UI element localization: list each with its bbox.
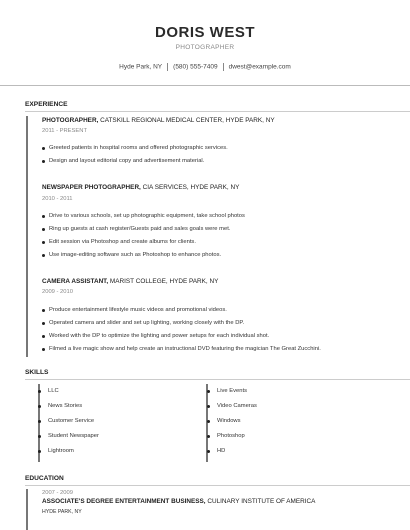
list-item: Operated camera and slider and set up lighting, working closely with the DP. (42, 317, 321, 330)
job-dates: 2009 - 2010 (42, 289, 73, 295)
list-item: Worked with the DP to optimize the lighting and power setups for each individual shot. (42, 330, 321, 343)
list-item: Use image-editing software such as Photoshop to enhance photos. (42, 249, 245, 262)
list-item: Live Events (207, 384, 257, 399)
candidate-title: PHOTOGRAPHER (175, 44, 235, 51)
skills-rule (25, 379, 410, 380)
skills-left-list (38, 384, 99, 459)
education-dates: 2007 - 2009 (42, 490, 73, 496)
list-item: News Stories (38, 399, 99, 414)
list-item: Filmed a live magic show and help create an instructional DVD featuring the magician The Great Zucchini. (42, 343, 321, 356)
divider (223, 63, 224, 71)
education-degree: ASSOCIATE'S DEGREE ENTERTAINMENT BUSINESS, CULINARY INSTITUTE OF AMERICA (42, 498, 316, 505)
skills-right-list (207, 384, 257, 459)
list-item: Design and layout editorial copy and advertisement material. (42, 155, 228, 168)
list-item: Greeted patients in hospital rooms and offered photographic services. (42, 142, 228, 155)
list-item: Customer Service (38, 414, 99, 429)
list-item: HD (207, 444, 257, 459)
candidate-name: DORIS WEST (154, 24, 255, 41)
location-text: Hyde Park, NY (119, 63, 163, 71)
email-link[interactable]: dwest@example.com (228, 63, 291, 71)
experience-rule (25, 111, 410, 112)
list-item: Windows (207, 414, 257, 429)
job-bullets (42, 304, 321, 356)
education-location: HYDE PARK, NY (42, 509, 82, 515)
list-item: Student Newspaper (38, 429, 99, 444)
header-divider (0, 85, 410, 86)
list-item: Video Cameras (207, 399, 257, 414)
list-item: Edit session via Photoshop and create albums for clients. (42, 236, 245, 249)
divider (167, 63, 168, 71)
list-item: Lightroom (38, 444, 99, 459)
phone-text: (580) 555-7409 (173, 63, 218, 71)
job-title: NEWSPAPER PHOTOGRAPHER, CIA SERVICES, HYDE PARK, NY (42, 184, 240, 191)
experience-side-bar (26, 116, 28, 357)
list-item: Produce entertainment lifestyle music videos and promotional videos. (42, 304, 321, 317)
education-side-bar (26, 489, 28, 530)
list-item: Photoshop (207, 429, 257, 444)
job-title: CAMERA ASSISTANT, MARIST COLLEGE, HYDE PARK, NY (42, 278, 219, 285)
job-bullets (42, 142, 228, 168)
education-rule (25, 485, 410, 486)
job-bullets (42, 210, 245, 262)
list-item: LLC (38, 384, 99, 399)
job-title: PHOTOGRAPHER, CATSKILL REGIONAL MEDICAL CENTER, HYDE PARK, NY (42, 117, 275, 124)
experience-heading: EXPERIENCE (25, 101, 68, 108)
skills-heading: SKILLS (25, 369, 49, 376)
list-item: Drive to various schools, set up photographic equipment, take school photos (42, 210, 245, 223)
contact-line (0, 63, 410, 71)
job-dates: 2011 - PRESENT (42, 128, 87, 134)
job-dates: 2010 - 2011 (42, 196, 73, 202)
education-heading: EDUCATION (25, 475, 64, 482)
list-item: Ring up guests at cash register/Guests paid and sales goals were met. (42, 223, 245, 236)
